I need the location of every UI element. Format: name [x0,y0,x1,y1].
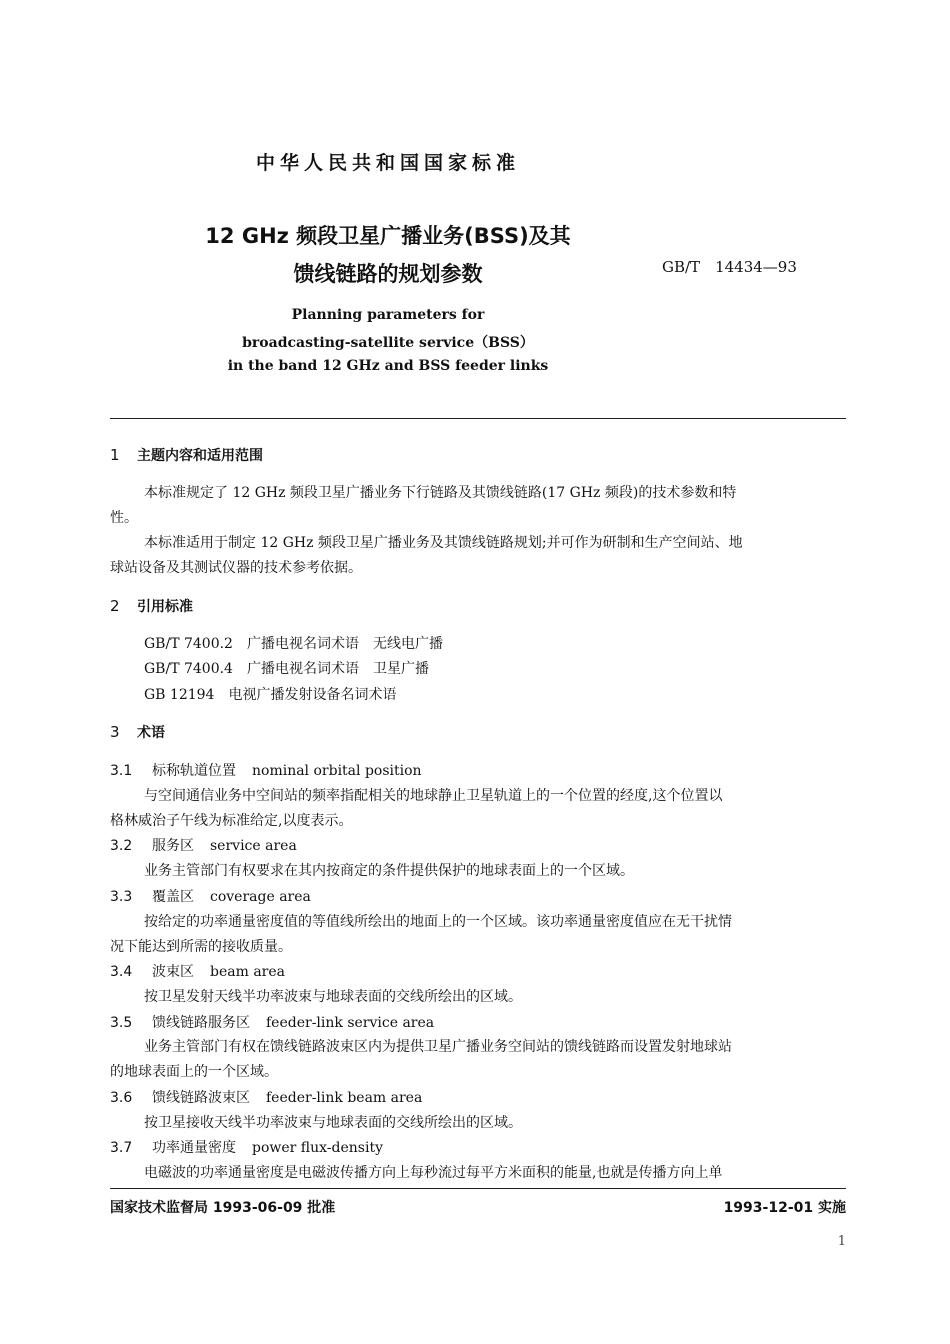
reference-code: GB 12194 [144,687,215,703]
term-definition [110,1035,846,1085]
reference-title: 广播电视名词术语 无线电广播 [246,636,443,652]
paragraph-line: 按卫星发射天线半功率波束与地球表面的交线所绘出的区域。 [144,989,522,1005]
term-number: 3.6 [110,1090,133,1106]
term-name: 服务区 [152,838,194,854]
term-heading [110,961,285,981]
term-name: 覆盖区 [152,889,194,905]
reference-item [144,658,429,678]
section-heading [110,722,165,742]
paragraph-line: 业务主管部门有权在馈线链路波束区内为提供卫星广播业务空间站的馈线链路而设置发射地球站 [144,1039,732,1055]
term-heading [110,1087,422,1107]
reference-title: 广播电视名词术语 卫星广播 [246,661,429,677]
section-heading [110,445,263,465]
implementation-date: 1993-12-01 实施 [723,1200,846,1216]
term-heading [110,886,311,906]
section-number: 3 [110,723,120,741]
document-title-line-2: 馈线链路的规划参数 [293,262,483,286]
reference-title: 电视广播发射设备名词术语 [228,687,397,703]
term-heading [110,835,297,855]
term-number: 3.5 [110,1015,133,1031]
term-definition [110,910,846,960]
paragraph-line: 电磁波的功率通量密度是电磁波传播方向上每秒流过每平方米面积的能量,也就是传播方向上单 [144,1165,723,1181]
paragraph [110,481,846,531]
section-heading [110,596,193,616]
term-english: nominal orbital position [252,763,422,779]
term-definition [110,985,846,1010]
english-title-line-1: Planning parameters for [291,307,485,323]
term-name: 功率通量密度 [152,1140,236,1156]
paragraph-line: 按给定的功率通量密度值的等值线所绘出的地面上的一个区域。该功率通量密度值应在无干扰情 [144,914,732,930]
reference-item [144,684,396,704]
section-number: 1 [110,446,120,464]
term-english: coverage area [210,889,311,905]
header-divider [110,418,846,419]
paragraph-line: 格林威治子午线为标准给定,以度表示。 [110,813,353,829]
term-name: 标称轨道位置 [152,763,236,779]
term-name: 馈线链路波束区 [152,1090,250,1106]
paragraph-line: 球站设备及其测试仪器的技术参考依据。 [110,560,362,576]
term-definition [110,1111,846,1136]
paragraph-line: 本标准适用于制定 12 GHz 频段卫星广播业务及其馈线链路规划;并可作为研制和生产空间站、地 [144,535,743,551]
paragraph-line: 按卫星接收天线半功率波束与地球表面的交线所绘出的区域。 [144,1115,522,1131]
term-name: 波束区 [152,964,194,980]
term-number: 3.3 [110,889,133,905]
section-title: 引用标准 [137,599,193,615]
english-title-line-2: broadcasting-satellite service（BSS） [242,335,534,351]
term-name: 馈线链路服务区 [152,1015,250,1031]
paragraph-line: 本标准规定了 12 GHz 频段卫星广播业务下行链路及其馈线链路(17 GHz 频段)的技术参数和特 [144,485,737,501]
paragraph-line: 性。 [110,510,138,526]
document-title-line-1: 12 GHz 频段卫星广播业务(BSS)及其 [205,224,571,248]
paragraph-line: 况下能达到所需的接收质量。 [110,939,292,955]
term-english: beam area [210,964,285,980]
term-heading [110,760,422,780]
term-heading [110,1012,434,1032]
paragraph-line: 的地球表面上的一个区域。 [110,1064,278,1080]
section-number: 2 [110,597,120,615]
standard-type-heading: 中华人民共和国国家标准 [255,152,520,174]
paragraph [110,531,846,581]
standard-number: GB/T 14434—93 [662,258,797,276]
term-english: feeder-link beam area [266,1090,423,1106]
term-heading [110,1137,383,1157]
approval-info: 国家技术监督局 1993-06-09 批准 [110,1200,336,1216]
term-definition [110,859,846,884]
reference-code: GB/T 7400.4 [144,661,233,677]
page-number: 1 [837,1234,846,1249]
term-english: service area [210,838,297,854]
reference-item [144,633,443,653]
term-english: power flux-density [252,1140,383,1156]
section-title: 主题内容和适用范围 [137,448,263,464]
term-definition [110,1161,846,1186]
reference-code: GB/T 7400.2 [144,636,233,652]
term-number: 3.4 [110,964,133,980]
footer-divider [110,1188,846,1189]
term-number: 3.1 [110,763,133,779]
term-number: 3.2 [110,838,133,854]
section-title: 术语 [137,725,165,741]
english-title-line-3: in the band 12 GHz and BSS feeder links [227,358,549,374]
paragraph-line: 业务主管部门有权要求在其内按商定的条件提供保护的地球表面上的一个区域。 [144,863,634,879]
term-number: 3.7 [110,1140,133,1156]
term-english: feeder-link service area [266,1015,435,1031]
paragraph-line: 与空间通信业务中空间站的频率指配相关的地球静止卫星轨道上的一个位置的经度,这个位置以 [144,788,723,804]
term-definition [110,784,846,834]
